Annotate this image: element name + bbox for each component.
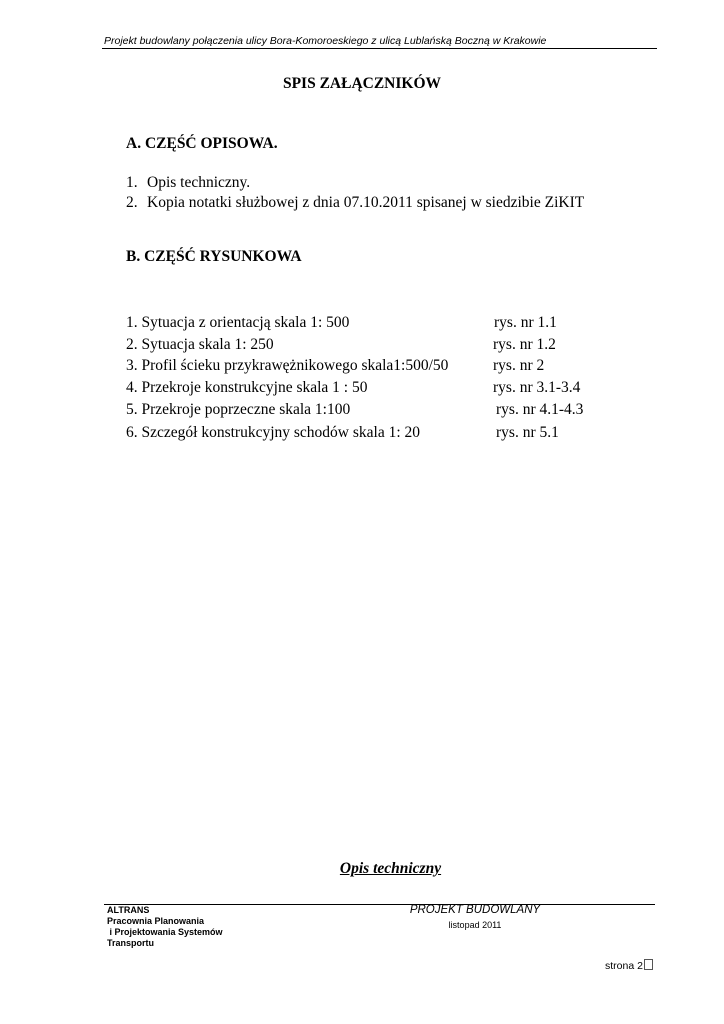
drawing-item-text: 5. Przekroje poprzeczne skala 1:100 [126, 401, 351, 418]
section-b-heading: B. CZĘŚĆ RYSUNKOWA [126, 248, 302, 265]
drawing-item-ref: rys. nr 4.1-4.3 [496, 401, 584, 418]
list-item-number: 1. [126, 174, 138, 191]
company-line: ALTRANS [107, 905, 150, 915]
drawing-item-text: 2. Sytuacja skala 1: 250 [126, 336, 274, 353]
running-header: Projekt budowlany połączenia ulicy Bora-Komoroeskiego z ulicą Lublańską Boczną w Krakowie [104, 35, 547, 47]
drawing-item-ref: rys. nr 3.1-3.4 [493, 379, 581, 396]
drawing-item-text: 6. Szczegół konstrukcyjny schodów skala 1: 20 [126, 424, 421, 441]
project-label: PROJEKT BUDOWLANY [409, 904, 541, 916]
company-line: i Projektowania Systemów [107, 927, 223, 937]
list-item-text: Opis techniczny. [147, 174, 251, 191]
list-item [126, 174, 250, 192]
drawing-item-text: 1. Sytuacja z orientacją skala 1: 500 [126, 314, 350, 331]
drawing-item-text: 4. Przekroje konstrukcyjne skala 1 : 50 [126, 379, 368, 396]
missing-glyph-icon [644, 959, 653, 970]
page-number [605, 959, 653, 972]
document-title: SPIS ZAŁĄCZNIKÓW [282, 75, 442, 92]
drawing-item-ref: rys. nr 2 [493, 357, 545, 374]
footer-date: listopad 2011 [448, 920, 502, 930]
header-rule [102, 48, 657, 49]
next-section-title: Opis techniczny [339, 860, 442, 877]
drawing-item-ref: rys. nr 1.1 [494, 314, 557, 331]
page-number-text: strona 2 [605, 960, 643, 972]
company-block [107, 905, 223, 949]
list-item-number: 2. [126, 194, 138, 211]
company-line: Pracownia Planowania [107, 916, 205, 926]
drawing-item-text: 3. Profil ścieku przykrawężnikowego skala1:500/50 [126, 357, 449, 374]
list-item-text: Kopia notatki służbowej z dnia 07.10.2011 spisanej w siedzibie ZiKIT [147, 194, 585, 211]
company-line: Transportu [107, 938, 155, 948]
section-a-heading: A. CZĘŚĆ OPISOWA. [126, 135, 278, 152]
drawing-item-ref: rys. nr 1.2 [493, 336, 556, 353]
list-item [126, 194, 584, 212]
drawing-item-ref: rys. nr 5.1 [496, 424, 559, 441]
